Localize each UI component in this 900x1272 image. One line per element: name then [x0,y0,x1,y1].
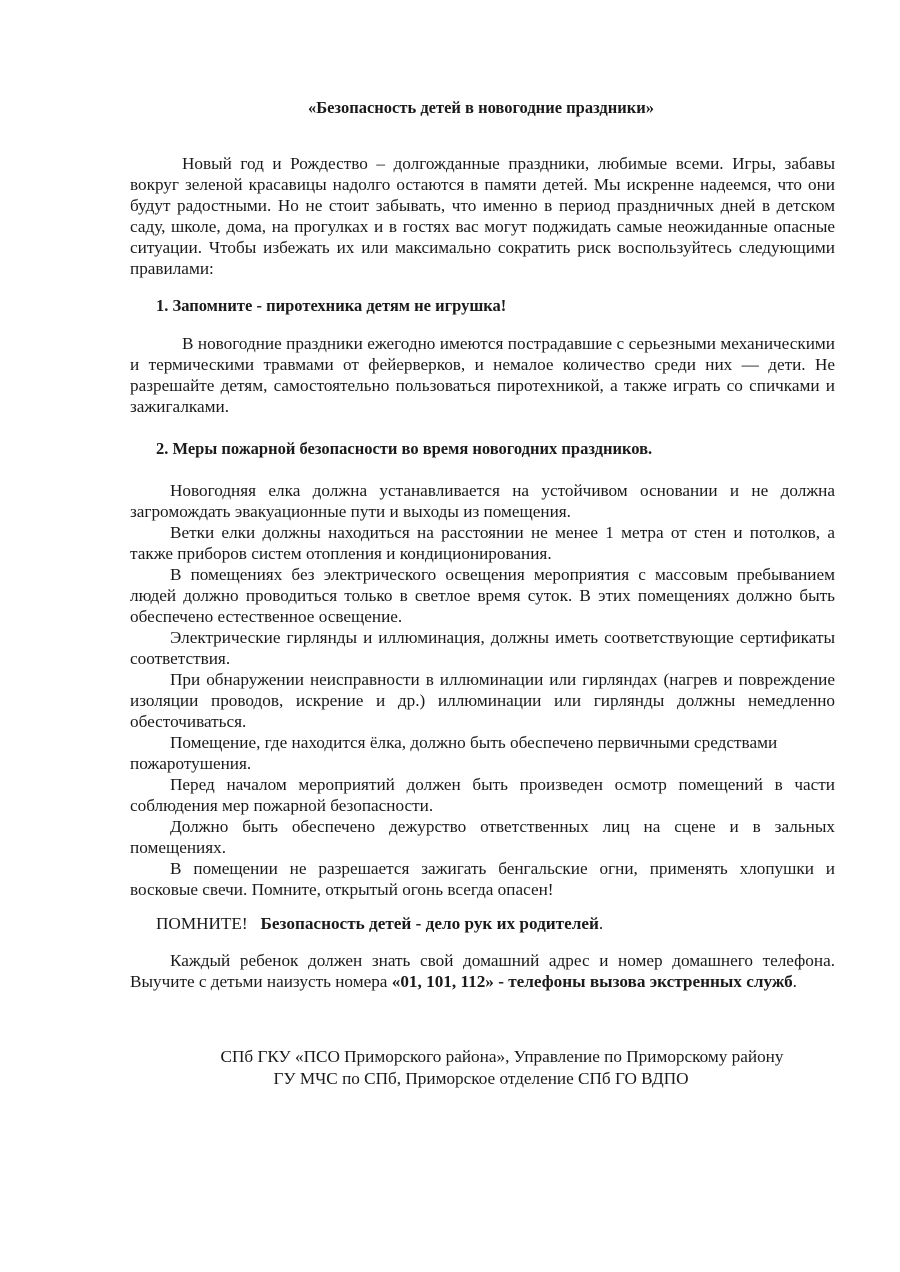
document-title: «Безопасность детей в новогодние праздники» [307,98,655,117]
section-1 [130,296,835,316]
remember-line [130,913,835,934]
closing-text: Каждый ребенок должен знать свой домашний адрес и номер домашнего телефона. Выучите с детьми наизусть номера [130,951,835,991]
remember-label: ПОМНИТЕ! [156,914,248,933]
closing-block [130,950,835,992]
footer-line-1: СПб ГКУ «ПСО Приморского района», Управление по Приморскому району [220,1047,784,1066]
fire-rule-paragraph: Перед началом мероприятий должен быть произведен осмотр помещений в части соблюдения мер пожарной безопасности. [130,775,835,815]
fire-rule-paragraph: Ветки елки должны находиться на расстоянии не менее 1 метра от стен и потолков, а также приборов систем отопления и кондиционирования. [130,523,835,563]
fire-rule-paragraph: В помещении не разрешается зажигать бенгальские огни, применять хлопушки и восковые свечи. Помните, открытый огонь всегда опасен! [130,859,835,899]
section-1-body [130,333,835,417]
fire-rule-paragraph: Электрические гирлянды и иллюминация, должны иметь соответствующие сертификаты соответствия. [130,628,835,668]
section-2-body [130,480,835,900]
intro-block [130,153,835,279]
fire-rule-paragraph: При обнаружении неисправности в иллюминации или гирляндах (нагрев и повреждение изоляции проводов, искрение и др.) иллюминации или гирлянды должны немедленно обесточиваться. [130,670,835,731]
fire-rule-paragraph: Должно быть обеспечено дежурство ответственных лиц на сцене и в зальных помещениях. [130,817,835,857]
section-2 [130,439,835,459]
section-1-paragraph: В новогодние праздники ежегодно имеются пострадавшие с серьезными механическими и термическими травмами от фейерверков, и немалое количество среди них — дети. Не разрешайте детям, самостоятельно пользоваться пиротехникой, а также играть со спичками и зажигалками. [130,334,835,416]
fire-rule-paragraph: В помещениях без электрического освещения мероприятия с массовым пребыванием людей должно проводиться только в светлое время суток. В этих помещениях должно быть обеспечено естественное освещение. [130,565,835,626]
fire-rule-paragraph: Новогодняя елка должна устанавливается на устойчивом основании и не должна загромождать эвакуационные пути и выходы из помещения. [130,481,835,521]
emergency-numbers: «01, 101, 112» - телефоны вызова экстренных служб [391,972,793,991]
closing-paragraph [130,950,835,992]
remember-end: . [598,914,604,933]
section-1-heading: 1. Запомните - пиротехника детям не игрушка! [156,296,507,315]
footer-line-2: ГУ МЧС по СПб, Приморское отделение СПб ГО ВДПО [273,1069,689,1088]
fire-rule-paragraph: Помещение, где находится ёлка, должно быть обеспечено первичными средствами пожаротушения. [130,733,778,773]
section-2-heading: 2. Меры пожарной безопасности во время новогодних праздников. [156,439,653,458]
remember-bold-text: Безопасность детей - дело рук их родителей [260,914,599,933]
intro-paragraph: Новый год и Рождество – долгожданные праздники, любимые всеми. Игры, забавы вокруг зеленой красавицы надолго остаются в памяти детей. Мы искренне надеемся, что они будут радостными. Но не стоит забывать, что именно в период праздничных дней в детском саду, школе, дома, на прогулках и в гостях вас могут поджидать самые неожиданные опасные ситуации. Чтобы избежать их или максимально сократить риск воспользуйтесь следующими правилами: [130,154,835,278]
closing-end: . [792,972,797,991]
